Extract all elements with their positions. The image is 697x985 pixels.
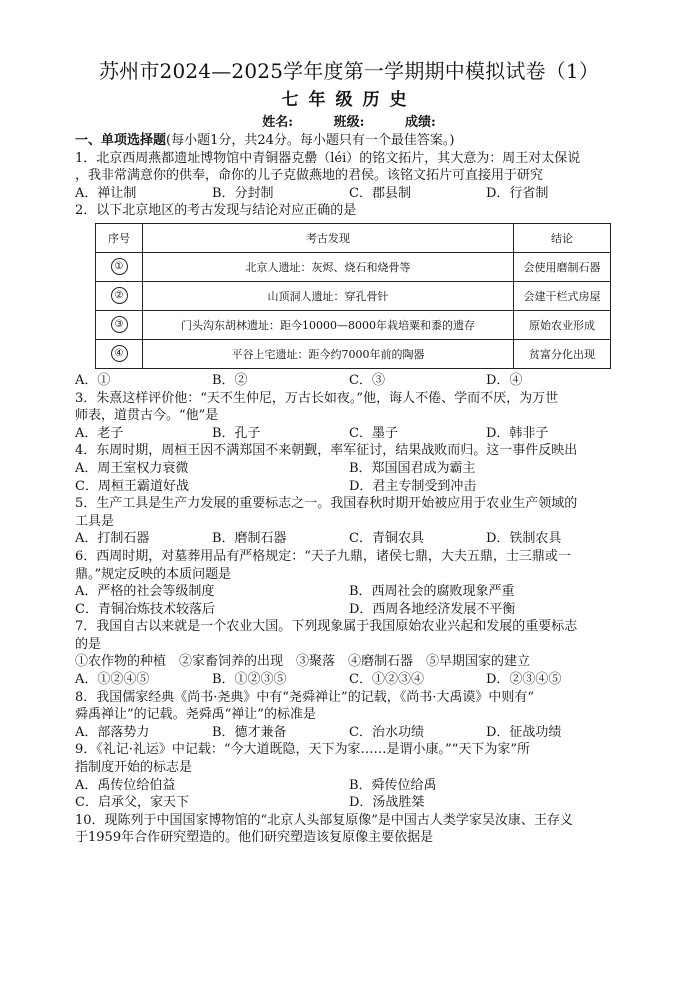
option-c: C．③ (349, 372, 385, 388)
question-8-stem: 8．我国儒家经典《尚书·尧典》中有“尧舜禅让”的记载，《尚书·大禹谟》中则有“ (75, 689, 534, 705)
exam-page (75, 58, 623, 847)
question-4-options-row2 (75, 478, 623, 496)
question-5-stem: 5．生产工具是生产力发展的重要标志之一。我国春秋时期开始被应用于农业生产领域的 (75, 496, 578, 512)
question-2-options (75, 372, 623, 390)
question-3-stem-cont: 师表，道贯古今。“他”是 (75, 408, 219, 424)
option-a: A．严格的社会等级制度 (75, 584, 215, 600)
question-9-options-row2 (75, 794, 623, 812)
option-d: D．铁制农具 (486, 531, 562, 547)
header-conclusion: 结论 (514, 223, 611, 252)
option-b: B．② (212, 372, 248, 388)
option-b: B．西周社会的腐败现象严重 (349, 584, 515, 600)
option-a: A．禹传位给伯益 (75, 777, 176, 793)
table-header-row (96, 223, 611, 252)
name-label: 姓名: (262, 115, 294, 130)
option-d: D．征战功绩 (486, 724, 562, 740)
option-c: C．①②③④ (349, 672, 424, 688)
score-label: 成绩: (404, 115, 436, 130)
row-conclusion: 会建干栏式房屋 (514, 281, 611, 310)
option-d: D．汤战胜桀 (349, 795, 425, 811)
option-b: B．舜传位给禹 (349, 777, 437, 793)
option-d: D．君主专制受到冲击 (349, 478, 477, 494)
option-b: B．孔子 (212, 425, 261, 441)
header-find: 考古发现 (143, 223, 514, 252)
question-7-options (75, 671, 623, 689)
question-9-stem: 9．《礼记·礼运》中记载：“今大道既隐，天下为家……是谓小康。”“天下为家”所 (75, 742, 530, 758)
row-find: 平谷上宅遗址：距今约7000年前的陶器 (143, 339, 514, 368)
question-4-stem: 4．东周时期，周桓王因不满郑国不来朝觐，率军征讨，结果战败而归。这一事件反映出 (75, 443, 578, 459)
option-d: D．韩非子 (486, 425, 549, 441)
question-3-stem: 3．朱熹这样评价他：“天不生仲尼，万古长如夜。”他，诲人不倦、学而不厌，为万世 (75, 390, 559, 406)
exam-title: 苏州市2024—2025学年度第一学期期中模拟试卷（1） (98, 59, 600, 83)
table-row (96, 281, 611, 310)
question-9-stem-cont: 指制度开始的标志是 (75, 760, 193, 776)
question-10-stem: 10．现陈列于中国国家博物馆的“北京人头部复原像”是中国古人类学家吴汝康、王存义 (75, 812, 573, 828)
question-6-options-row1 (75, 583, 623, 601)
class-label: 班级: (333, 115, 365, 130)
option-c: C．墨子 (349, 425, 398, 441)
option-a: A．禅让制 (75, 185, 137, 201)
question-4-options-row1 (75, 460, 623, 478)
row-find: 山顶洞人遗址：穿孔骨针 (143, 281, 514, 310)
question-5-stem-cont: 工具是 (75, 513, 115, 529)
option-a: A．老子 (75, 425, 124, 441)
option-b: B．分封制 (212, 185, 274, 201)
question-8-stem-cont: 舜禹禅让”的记载。尧舜禹“禅让”的标准是 (75, 707, 316, 723)
option-d: D．②③④⑤ (486, 672, 562, 688)
row-find: 北京人遗址：灰烬、烧石和烧骨等 (143, 252, 514, 281)
option-c: C．治水功绩 (349, 724, 424, 740)
question-6-options-row2 (75, 601, 623, 619)
row-number: ② (111, 287, 128, 304)
option-b: B．郑国国君成为霸主 (349, 460, 476, 476)
option-c: C．周桓王霸道好战 (75, 478, 189, 494)
row-conclusion: 原始农业形成 (514, 310, 611, 339)
table-row (96, 310, 611, 339)
question-7-stem: 7．我国自古以来就是一个农业大国。下列现象属于我国原始农业兴起和发展的重要标志 (75, 619, 578, 635)
question-7-stem-cont: 的是 (75, 636, 102, 652)
question-2-stem: 2．以下北京地区的考古发现与结论对应正确的是 (75, 203, 357, 219)
option-c: C．启承父，家天下 (75, 795, 189, 811)
option-c: C．郡县制 (349, 185, 411, 201)
option-b: B．①②③⑤ (212, 672, 287, 688)
row-number: ④ (111, 345, 128, 362)
option-a: A．打制石器 (75, 531, 150, 547)
option-a: A．①②④⑤ (75, 672, 150, 688)
exam-subject: 七年级历史 (281, 90, 417, 110)
header-no: 序号 (96, 223, 143, 252)
question-10-stem-cont: 于1959年合作研究塑造的。他们研究塑造该复原像主要依据是 (75, 830, 434, 846)
row-number: ③ (111, 316, 128, 333)
table-row (96, 339, 611, 368)
question-1-stem: 1．北京西周燕都遗址博物馆中青铜器克罍（léi）的铭文拓片，其大意为：周王对太保说 (75, 150, 581, 166)
row-find: 门头沟东胡林遗址：距今10000—8000年栽培粟和黍的遗存 (143, 310, 514, 339)
section-heading: 一、单项选择题(每小题1分，共24分。每小题只有一个最佳答案。) (75, 133, 455, 148)
table-row (96, 252, 611, 281)
option-c: C．青铜冶炼技术较落后 (75, 601, 215, 617)
option-b: B．磨制石器 (212, 531, 287, 547)
archaeology-table (95, 223, 611, 369)
option-d: D．④ (486, 372, 523, 388)
row-conclusion: 会使用磨制石器 (514, 252, 611, 281)
question-8-options (75, 724, 623, 742)
row-conclusion: 贫富分化出现 (514, 339, 611, 368)
option-a: A．部落势力 (75, 724, 150, 740)
option-b: B．德才兼备 (212, 724, 287, 740)
question-5-options (75, 530, 623, 548)
option-d: D．行省制 (486, 185, 549, 201)
question-1-stem-cont: ，我非常满意你的供奉，命你的儿子克做燕地的君侯。该铭文拓片可直接用于研究 (75, 168, 544, 184)
option-a: A．① (75, 372, 111, 388)
row-number: ① (111, 258, 128, 275)
question-6-stem-cont: 鼎。”规定反映的本质问题是 (75, 566, 232, 582)
student-info (75, 114, 623, 132)
question-3-options (75, 425, 623, 443)
option-a: A．周王室权力衰微 (75, 460, 189, 476)
option-d: D．西周各地经济发展不平衡 (349, 601, 516, 617)
question-9-options-row1 (75, 777, 623, 795)
question-6-stem: 6．西周时期，对墓葬用品有严格规定：“天子九鼎，诸侯七鼎，大夫五鼎，士三鼎或一 (75, 548, 571, 564)
option-c: C．青铜农具 (349, 531, 424, 547)
question-1-options (75, 185, 623, 203)
question-7-items: ①农作物的种植 ②家畜饲养的出现 ③聚落 ④磨制石器 ⑤早期国家的建立 (75, 654, 531, 670)
